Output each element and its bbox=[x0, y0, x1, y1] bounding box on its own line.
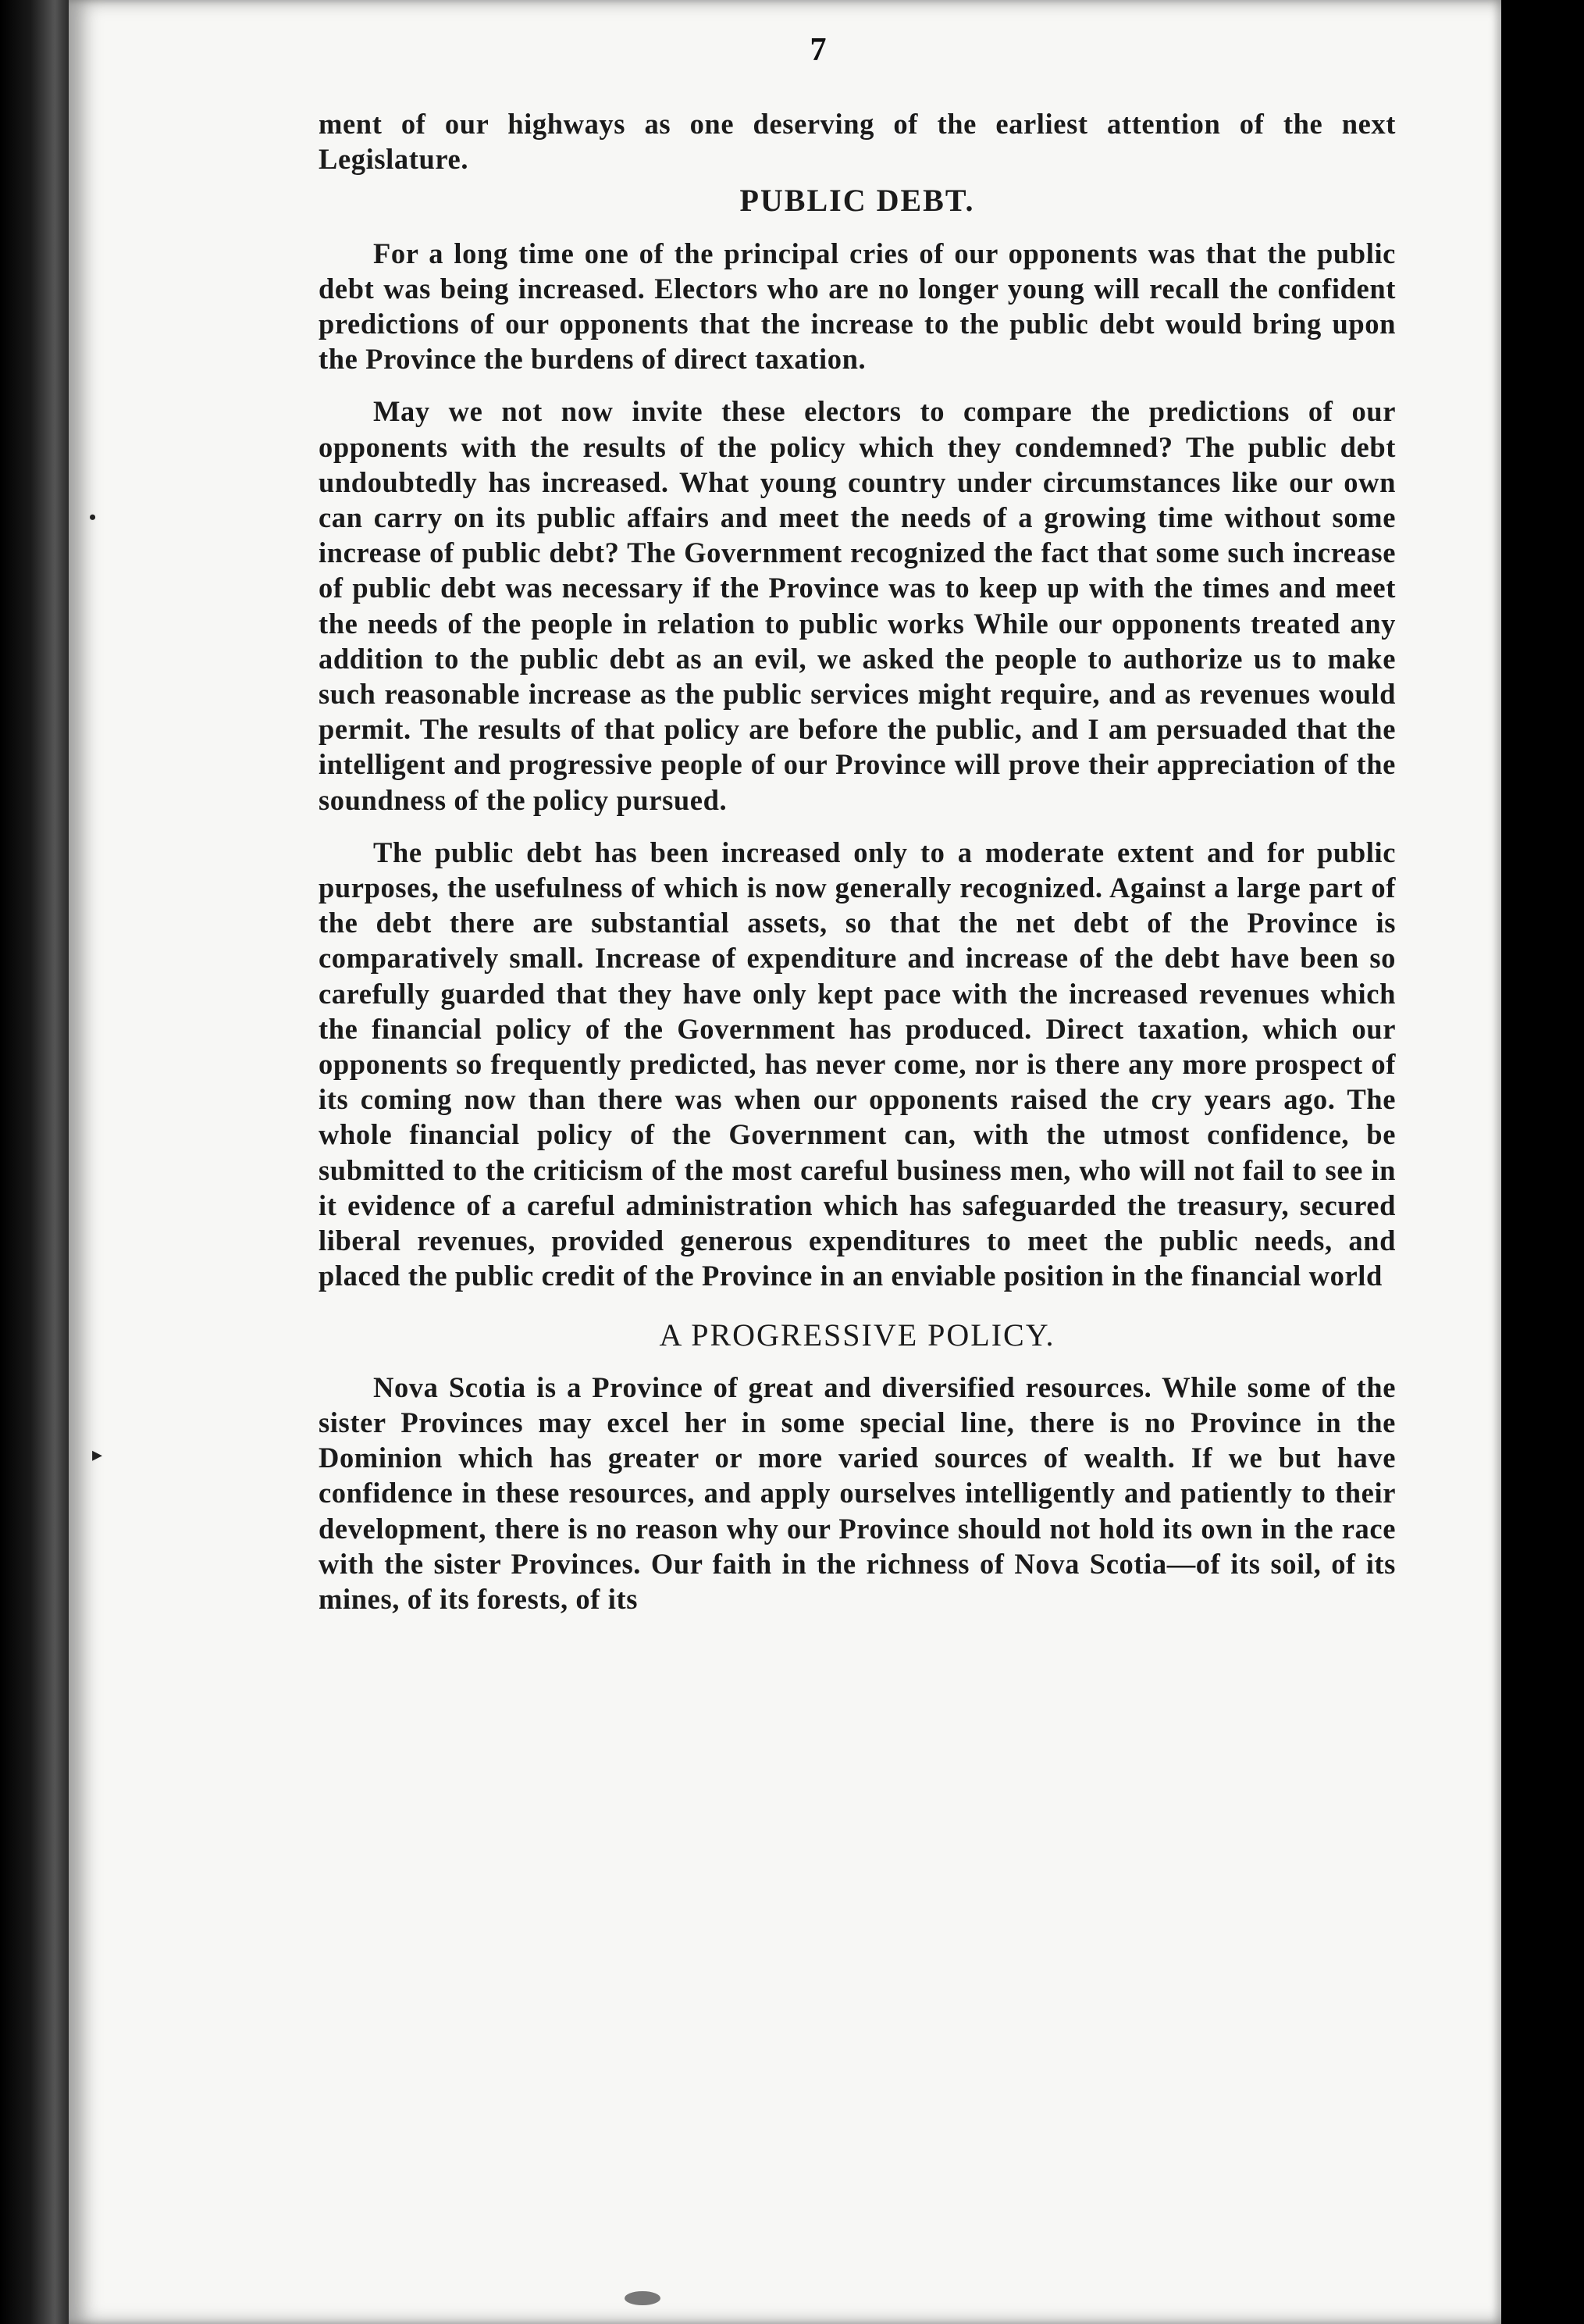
margin-arrow-mark: ▸ bbox=[92, 1443, 103, 1466]
paragraph: The public debt has been increased only to a moderate extent and for public purposes, the usefulness of which is now generally recognized. Against a large part of the debt there are substantial assets, so that the net debt of the Province is comparatively small. Increase of expenditure and increase of the debt have been so carefully guarded that they have only kept pace with the increased revenues which the financial policy of the Government has produced. Direct taxation, which our opponents so frequently predicted, has never come, nor is there any more prospect of its coming now than there was when our opponents raised the cry years ago. The whole financial policy of the Government can, with the utmost confidence, be submitted to the criticism of the most careful business men, who will not fail to see in it evidence of a careful administration which has safeguarded the treasury, secured liberal revenues, provided generous expenditures to meet the public needs, and placed the public credit of the Province in an enviable position in the financial world bbox=[319, 836, 1396, 1292]
scan-border bbox=[1501, 0, 1584, 2324]
body-text bbox=[319, 106, 1396, 1616]
paragraph: Nova Scotia is a Province of great and diversified resources. While some of the sister Provinces may excel her in some special line, there is no Province in the Dominion which has greater or more varied sources of wealth. If we but have confidence in these resources, and apply ourselves intelligently and patiently to their development, there is no reason why our Province should not hold its own in the race with the sister Provinces. Our faith in the richness of Nova Scotia—of its soil, of its mines, of its forests, of its bbox=[319, 1371, 1396, 1615]
paragraph: For a long time one of the principal cries of our opponents was that the public debt was being increased. Electors who are no longer young will recall the confident predictions of our opponents that the increase to the public debt would bring upon the Province the burdens of direct taxation. bbox=[319, 237, 1396, 376]
opening-lines: ment of our highways as one deserving of the earliest attention of the next Legislature. bbox=[319, 108, 1396, 176]
facing-page-edge bbox=[0, 0, 69, 2324]
scan-blot bbox=[625, 2291, 660, 2305]
document-page bbox=[69, 0, 1501, 2324]
section-heading-progressive-policy: A PROGRESSIVE POLICY. bbox=[659, 1317, 1055, 1353]
margin-dot-mark: • bbox=[89, 506, 97, 529]
paragraph: May we not now invite these electors to compare the predictions of our opponents with the results of the policy which they condemned? The public debt undoubtedly has increased. What young country under circumstances like our own can carry on its public affairs and meet the needs of a growing time without some increase of public debt? The Government recognized the fact that some such increase of public debt was necessary if the Province was to keep up with the times and meet the needs of the people in relation to public works While our opponents treated any addition to the public debt as an evil, we asked the people to authorize us to make such reasonable increase as the public services might require, and as revenues would permit. The results of that policy are before the public, and I am persuaded that the intelligent and progressive people of our Province will prove their appreciation of the soundness of the policy pursued. bbox=[319, 395, 1396, 816]
section-heading-public-debt: PUBLIC DEBT. bbox=[739, 183, 975, 219]
page-number: 7 bbox=[810, 32, 827, 68]
